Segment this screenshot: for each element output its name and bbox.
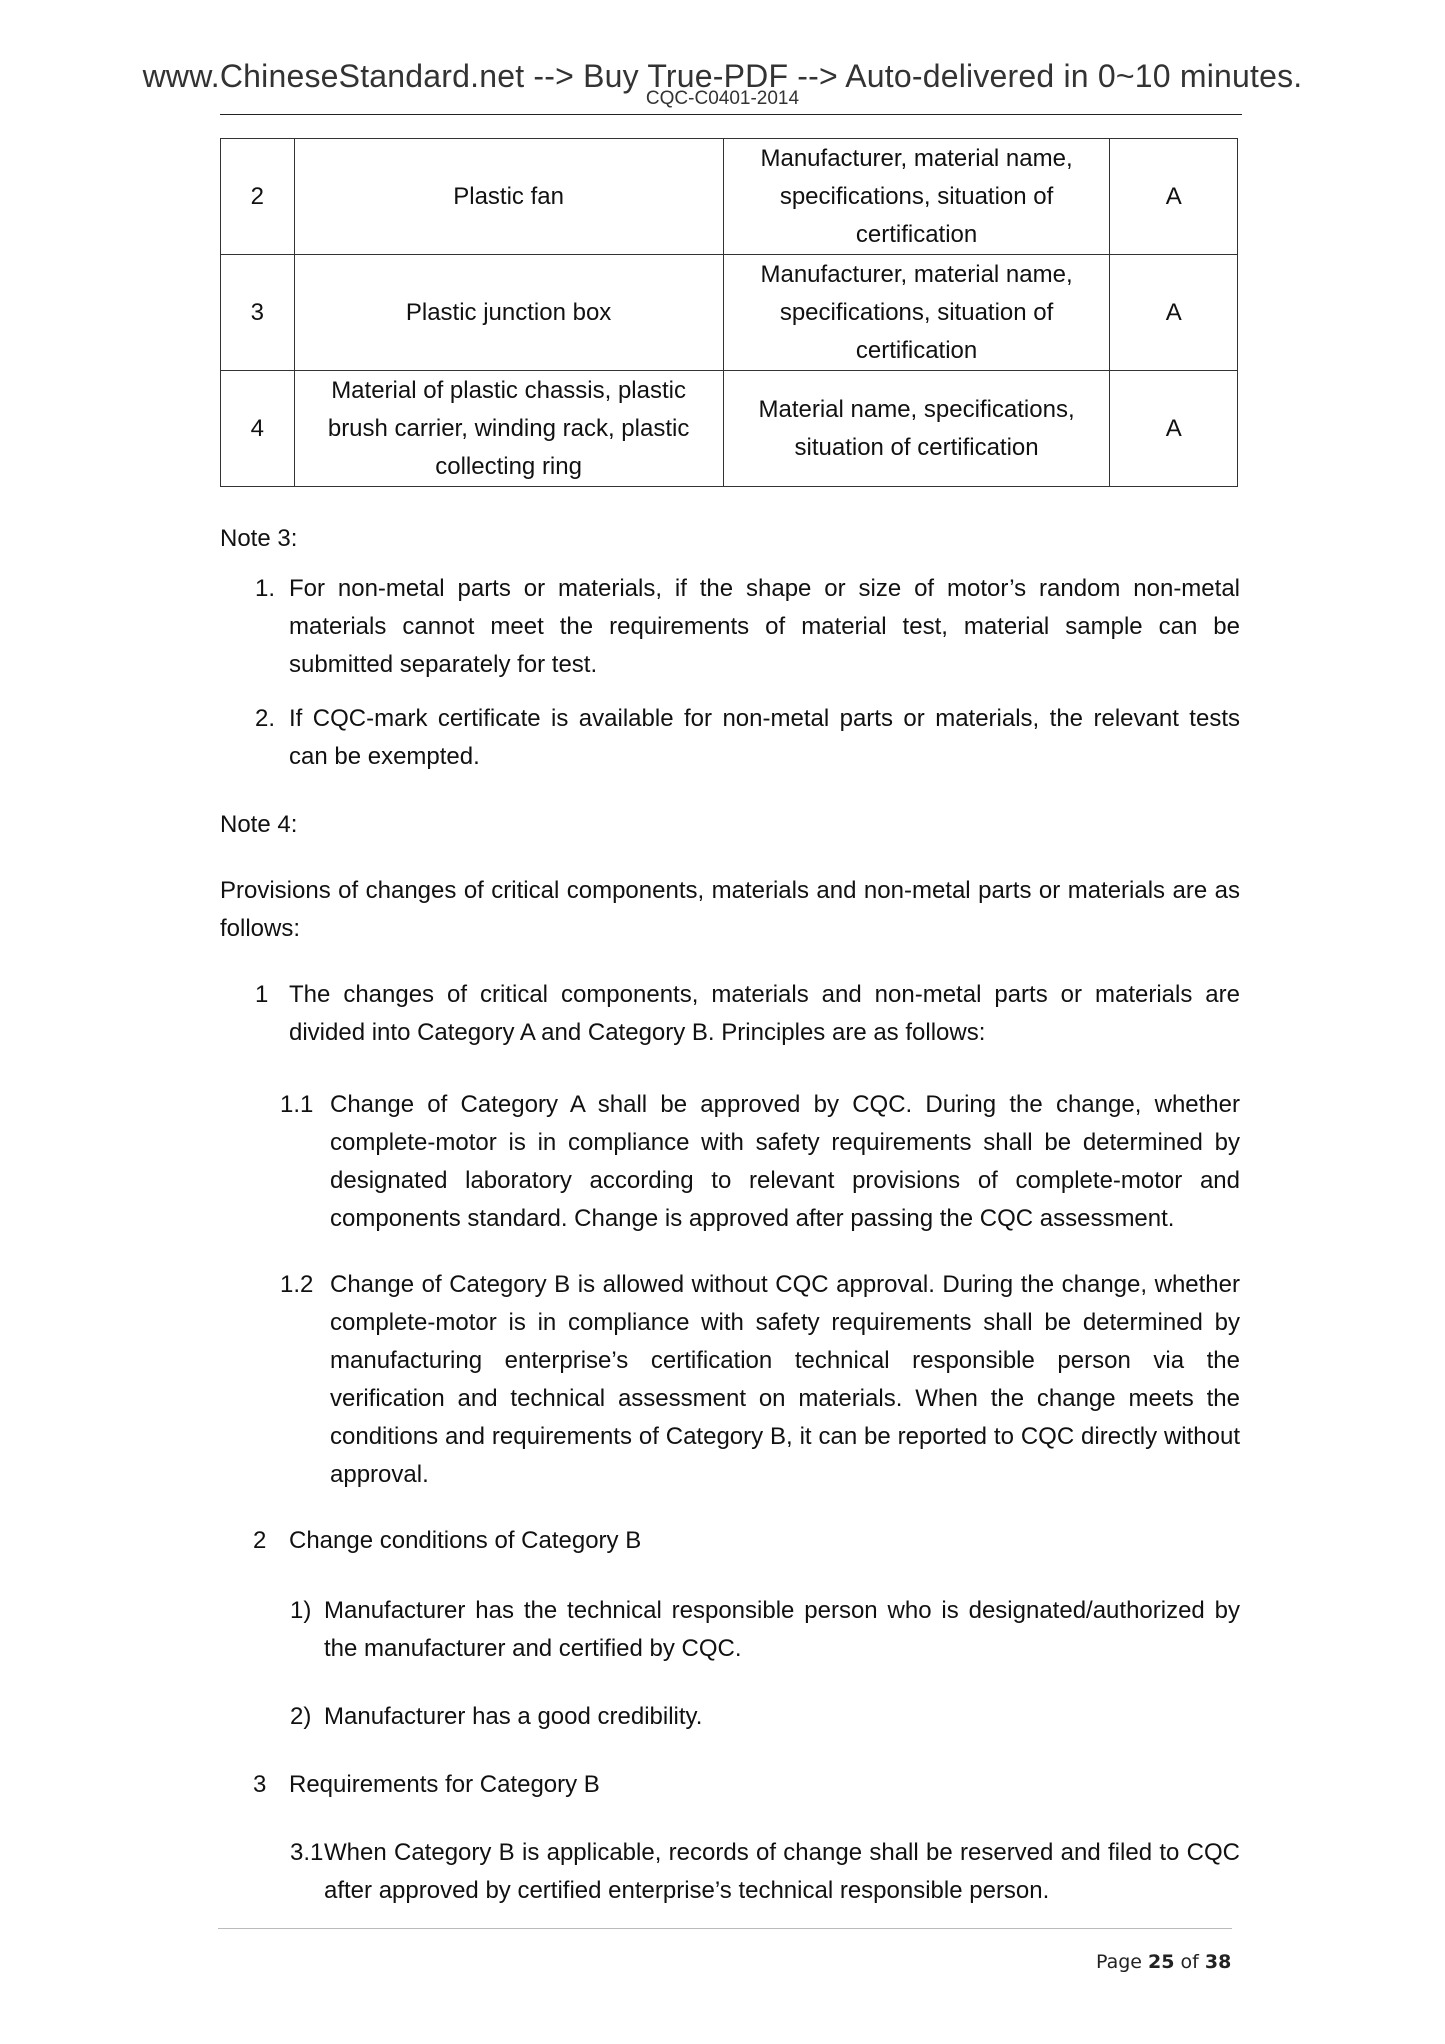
- list-number: 1.2: [280, 1271, 314, 1298]
- cell-category: A: [1110, 371, 1238, 487]
- note-3-item: [255, 570, 1240, 684]
- list-text: When Category B is applicable, records of change shall be reserved and filed to CQC after approved by certified enterprise’s technical responsible person.: [324, 1839, 1240, 1904]
- section-3-1: [290, 1834, 1240, 1910]
- note-3-title: Note 3:: [220, 525, 298, 552]
- list-number: 1: [255, 981, 269, 1008]
- cell-number: 2: [221, 139, 295, 255]
- list-text: Change of Category B is allowed without CQC approval. During the change, whether complete-motor is in compliance with safety requirements shall be determined by manufacturing enterprise’s certification technical responsible person via the verification and technical assessment on materials. When the change meets the conditions and requirements of Category B, it can be reported to CQC directly without approval.: [330, 1271, 1240, 1488]
- cell-requirements: Manufacturer, material name, specifications, situation of certification: [723, 139, 1110, 255]
- page-of: of: [1180, 1951, 1199, 1973]
- cell-component: Plastic fan: [294, 139, 723, 255]
- page-current: 25: [1148, 1951, 1175, 1973]
- list-number: 3.1: [290, 1839, 324, 1866]
- section-1-1: [280, 1086, 1240, 1238]
- cell-component: Plastic junction box: [294, 255, 723, 371]
- cell-category: A: [1110, 255, 1238, 371]
- list-text: For non-metal parts or materials, if the shape or size of motor’s random non-metal materials cannot meet the requirements of material test, material sample can be submitted separately for test.: [289, 575, 1240, 678]
- list-number: 1.: [255, 575, 276, 602]
- header-rule: [220, 114, 1242, 115]
- components-table: [220, 138, 1238, 487]
- document-id: CQC-C0401-2014: [645, 88, 800, 109]
- note-4-intro: Provisions of changes of critical components, materials and non-metal parts or materials are as follows:: [220, 877, 1240, 942]
- table-row: [221, 139, 1238, 255]
- list-number: 2): [290, 1703, 312, 1730]
- note-4-title: Note 4:: [220, 811, 298, 838]
- list-text: Change of Category A shall be approved by CQC. During the change, whether complete-motor is in compliance with safety requirements shall be determined by designated laboratory according to relevant provisions of complete-motor and components standard. Change is approved after passing the CQC assessment.: [330, 1091, 1240, 1232]
- section-2-item: [290, 1592, 1240, 1668]
- list-number: 2.: [255, 705, 276, 732]
- list-text: Manufacturer has the technical responsible person who is designated/authorized by the manufacturer and certified by CQC.: [324, 1597, 1240, 1662]
- list-number: 2: [253, 1527, 267, 1554]
- page-prefix: Page: [1096, 1951, 1142, 1973]
- table-row: [221, 371, 1238, 487]
- section-1-2: [280, 1266, 1240, 1494]
- table-row: [221, 255, 1238, 371]
- section-1: [255, 976, 1240, 1052]
- note-3-item: [255, 700, 1240, 776]
- cell-component: Material of plastic chassis, plastic brush carrier, winding rack, plastic collecting ring: [294, 371, 723, 487]
- page-number: [1096, 1951, 1231, 1973]
- list-text: Requirements for Category B: [289, 1771, 600, 1798]
- list-number: 1): [290, 1597, 312, 1624]
- section-2-item: [290, 1698, 1240, 1736]
- section-2: [253, 1522, 1240, 1560]
- list-text: Change conditions of Category B: [289, 1527, 642, 1554]
- list-text: Manufacturer has a good credibility.: [324, 1703, 703, 1730]
- section-3: [253, 1766, 1240, 1804]
- cell-requirements: Manufacturer, material name, specifications, situation of certification: [723, 255, 1110, 371]
- list-number: 3: [253, 1771, 267, 1798]
- cell-category: A: [1110, 139, 1238, 255]
- page-total: 38: [1204, 1951, 1232, 1973]
- list-number: 1.1: [280, 1091, 314, 1118]
- list-text: The changes of critical components, materials and non-metal parts or materials are divided into Category A and Category B. Principles are as follows:: [289, 981, 1240, 1046]
- list-text: If CQC-mark certificate is available for non-metal parts or materials, the relevant tests can be exempted.: [289, 705, 1240, 770]
- cell-number: 3: [221, 255, 295, 371]
- cell-requirements: Material name, specifications, situation of certification: [723, 371, 1110, 487]
- footer-rule: [218, 1928, 1232, 1929]
- cell-number: 4: [221, 371, 295, 487]
- source-banner: www.ChineseStandard.net --> Buy True-PDF --> Auto-delivered in 0~10 minutes.: [142, 58, 1303, 94]
